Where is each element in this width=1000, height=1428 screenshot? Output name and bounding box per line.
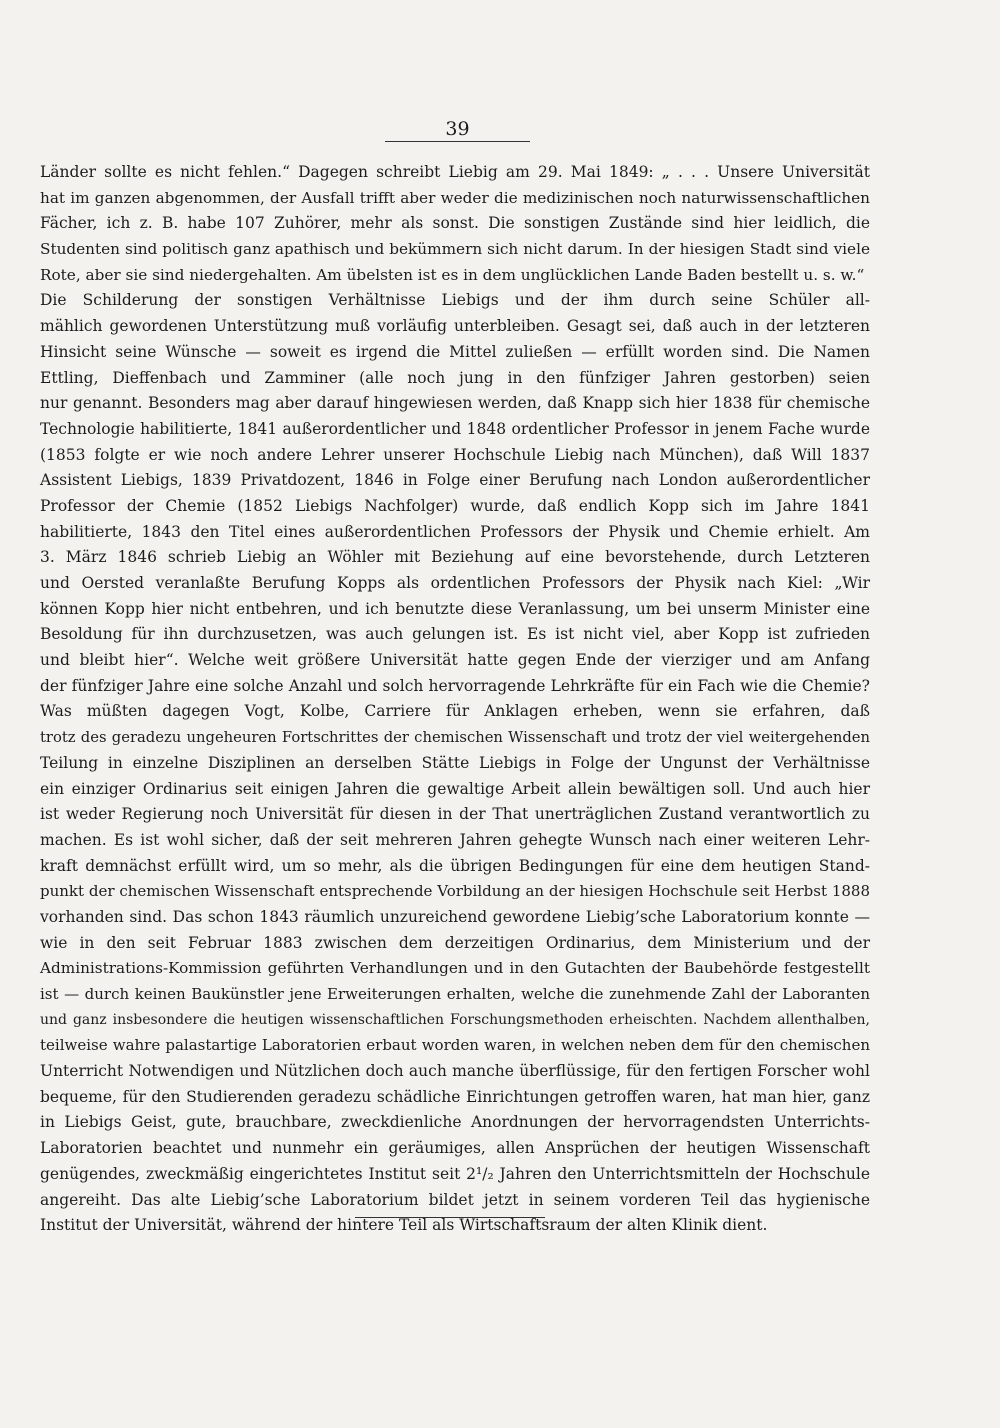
text-line: teilweise wahre palastartige Laboratorien erbaut worden waren, in welchen neben dem für den chemischen	[40, 1036, 870, 1055]
text-line: Studenten sind politisch ganz apathisch und bekümmern sich nicht darum. In der hiesigen Stadt sind viele	[40, 240, 870, 259]
text-line: Ettling, Dieffenbach und Zamminer (alle noch jung in den fünfziger Jahren gestorben) seien	[40, 368, 870, 387]
text-line: 3. März 1846 schrieb Liebig an Wöhler mit Beziehung auf eine bevorstehende, durch Letzteren	[40, 548, 870, 567]
text-line: Hinsicht seine Wünsche — soweit es irgend die Mittel zuließen — erfüllt worden sind. Die Namen	[40, 342, 870, 361]
text-line: genügendes, zweckmäßig eingerichtetes Institut seit 2¹/₂ Jahren den Unterrichtsmitteln der Hochschule	[40, 1164, 870, 1183]
text-line: (1853 folgte er wie noch andere Lehrer unserer Hochschule Liebig nach München), daß Will 1837	[40, 445, 870, 464]
text-line: kraft demnächst erfüllt wird, um so mehr, als die übrigen Bedingungen für eine dem heutigen Stand-	[40, 856, 870, 875]
text-line: und Oersted veranlaßte Berufung Kopps als ordentlichen Professors der Physik nach Kiel: „Wir	[40, 574, 870, 592]
text-line: Technologie habilitierte, 1841 außerordentlicher und 1848 ordentlicher Professor in jenem Fache wurde	[40, 419, 870, 438]
text-line: angereiht. Das alte Liebig’sche Laboratorium bildet jetzt in seinem vorderen Teil das hygienische	[40, 1190, 870, 1209]
text-line: und ganz insbesondere die heutigen wissenschaftlichen Forschungsmethoden erheischten. Nachdem allenthalben,	[40, 1011, 870, 1028]
text-line: machen. Es ist wohl sicher, daß der seit mehreren Jahren gehegte Wunsch nach einer weiteren Lehr-	[40, 830, 870, 849]
text-line: Teilung in einzelne Disziplinen an derselben Stätte Liebigs in Folge der Ungunst der Verhältnisse	[40, 753, 870, 772]
text-line: Besoldung für ihn durchzusetzen, was auch gelungen ist. Es ist nicht viel, aber Kopp ist zufrieden	[40, 625, 870, 644]
text-line: Fächer, ich z. B. habe 107 Zuhörer, mehr als sonst. Die sonstigen Zustände sind hier leidlich, die	[40, 214, 870, 233]
text-line: wie in den seit Februar 1883 zwischen dem derzeitigen Ordinarius, dem Ministerium und der	[40, 933, 870, 952]
text-line: Was müßten dagegen Vogt, Kolbe, Carriere für Anklagen erheben, wenn sie erfahren, daß	[40, 702, 870, 721]
text-line: ist weder Regierung noch Universität für diesen in der That unerträglichen Zustand verantwortlich zu	[40, 805, 870, 824]
text-line: hat im ganzen abgenommen, der Ausfall trifft aber weder die medizinischen noch naturwissenschaftlichen	[40, 188, 870, 207]
end-rule	[355, 1217, 545, 1218]
text-line: ist — durch keinen Baukünstler jene Erweiterungen erhalten, welche die zunehmende Zahl der Laboranten	[40, 985, 870, 1003]
body-text	[40, 160, 870, 1239]
text-line: trotz des geradezu ungeheuren Fortschrittes der chemischen Wissenschaft und trotz der viel weitergehenden	[40, 729, 870, 747]
text-line: Die Schilderung der sonstigen Verhältnisse Liebigs und der ihm durch seine Schüler all-	[40, 291, 870, 310]
text-line: der fünfziger Jahre eine solche Anzahl und solch hervorragende Lehrkräfte für ein Fach wie die Chemie?	[40, 676, 870, 695]
header-rule	[385, 141, 530, 142]
text-line: Länder sollte es nicht fehlen.“ Dagegen schreibt Liebig am 29. Mai 1849: „ . . . Unsere Universität	[40, 163, 870, 181]
text-line: mählich gewordenen Unterstützung muß vorläufig unterbleiben. Gesagt sei, daß auch in der letzteren	[40, 317, 870, 336]
text-line: Rote, aber sie sind niedergehalten. Am übelsten ist es in dem unglücklichen Lande Baden bestellt u. s. w.“	[40, 265, 865, 284]
text-line: Professor der Chemie (1852 Liebigs Nachfolger) wurde, daß endlich Kopp sich im Jahre 1841	[40, 496, 870, 515]
text-line: nur genannt. Besonders mag aber darauf hingewiesen werden, daß Knapp sich hier 1838 für chemische	[40, 394, 870, 413]
text-line: Assistent Liebigs, 1839 Privatdozent, 1846 in Folge einer Berufung nach London außerordentlicher	[40, 471, 870, 490]
text-line: habilitierte, 1843 den Titel eines außerordentlichen Professors der Physik und Chemie erhielt. Am	[40, 522, 870, 541]
text-line: punkt der chemischen Wissenschaft entsprechende Vorbildung an der hiesigen Hochschule seit Herbst 1888	[40, 882, 870, 901]
text-line: vorhanden sind. Das schon 1843 räumlich unzureichend gewordene Liebig’sche Laboratorium konnte —	[40, 907, 870, 926]
text-line: und bleibt hier“. Welche weit größere Universität hatte gegen Ende der vierziger und am Anfang	[40, 651, 870, 670]
text-line: Unterricht Notwendigen und Nützlichen doch auch manche überflüssige, für den fertigen Forscher wohl	[40, 1062, 870, 1081]
text-line: können Kopp hier nicht entbehren, und ich benutzte diese Veranlassung, um bei unserm Minister eine	[40, 599, 870, 618]
text-line: Laboratorien beachtet und nunmehr ein geräumiges, allen Ansprüchen der heutigen Wissenschaft	[40, 1139, 870, 1158]
text-line: in Liebigs Geist, gute, brauchbare, zweckdienliche Anordnungen der hervorragendsten Unterrichts-	[40, 1113, 870, 1132]
text-line: Institut der Universität, während der hintere Teil als Wirtschaftsraum der alten Klinik dient.	[40, 1216, 768, 1235]
text-line: Administrations-Kommission geführten Verhandlungen und in den Gutachten der Baubehörde festgestellt	[40, 959, 870, 978]
text-line: ein einziger Ordinarius seit einigen Jahren die gewaltige Arbeit allein bewältigen soll. Und auch hier	[40, 779, 870, 798]
page-number: 39	[445, 118, 470, 140]
text-line: bequeme, für den Studierenden geradezu schädliche Einrichtungen getroffen waren, hat man hier, ganz	[40, 1087, 870, 1106]
